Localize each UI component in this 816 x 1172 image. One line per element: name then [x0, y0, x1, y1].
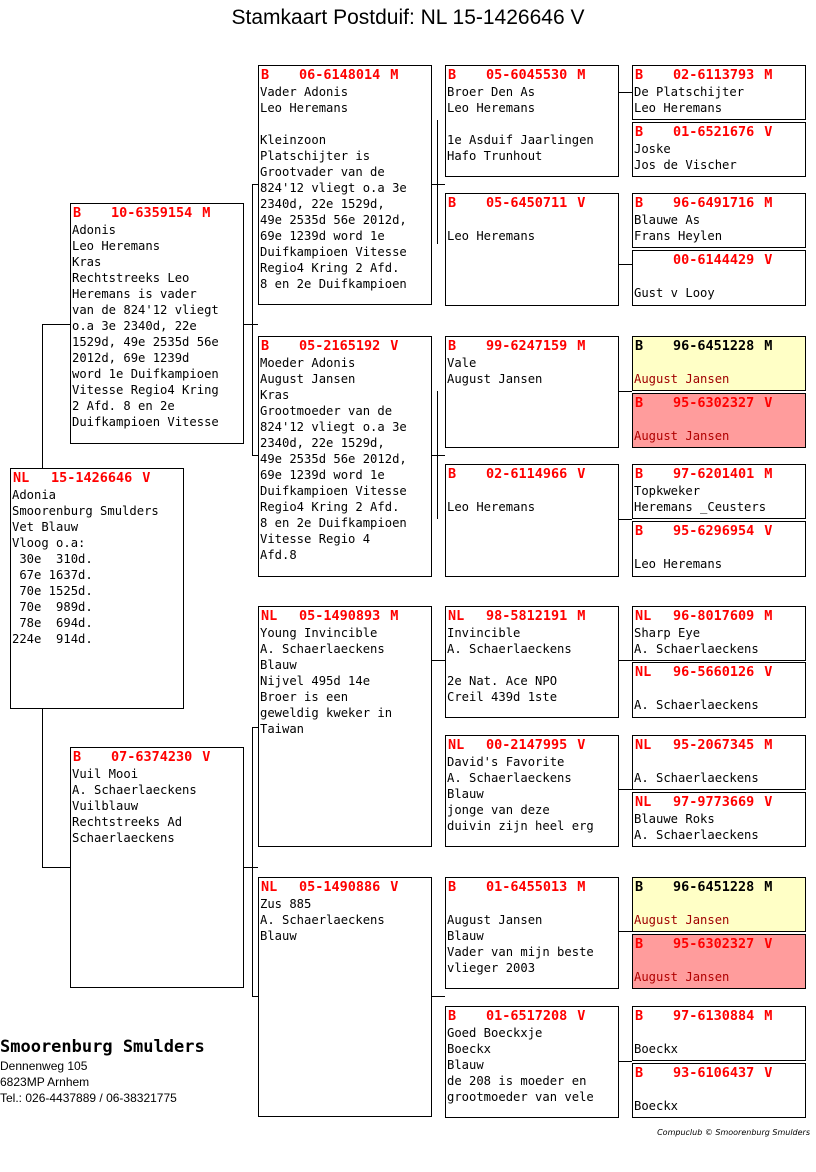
ring-number: 05-1490886: [299, 879, 381, 895]
pigeon-card-subject[interactable]: [10, 468, 184, 709]
pigeon-details: Boeckx: [634, 1099, 679, 1113]
sex: M: [764, 67, 773, 83]
connector-line: [437, 120, 438, 244]
pigeon-card-g3[interactable]: [632, 193, 806, 248]
sex: M: [764, 737, 773, 753]
sex: V: [390, 338, 399, 354]
sex: V: [764, 395, 773, 411]
pigeon-card-sdd[interactable]: [445, 464, 619, 577]
country-code: B: [448, 466, 457, 482]
sex: M: [764, 466, 773, 482]
pigeon-card-dam-dam[interactable]: [258, 877, 432, 1117]
ring-number: 02-6113793: [673, 67, 755, 83]
pigeon-details: Goed Boeckxje Boeckx Blauw de 208 is moeder en grootmoeder van vele: [447, 1026, 594, 1104]
ring-number: 97-6201401: [673, 466, 755, 482]
pigeon-details: August Jansen: [634, 372, 730, 386]
sex: V: [577, 466, 586, 482]
pigeon-card-g1[interactable]: [632, 65, 806, 120]
ring-number: 05-6450711: [486, 195, 568, 211]
sex: M: [764, 195, 773, 211]
pigeon-card-dds[interactable]: [445, 877, 619, 989]
country-code: B: [635, 395, 644, 411]
country-code: B: [448, 1008, 457, 1024]
country-code: B: [635, 124, 644, 140]
ring-number: 02-6114966: [486, 466, 568, 482]
pigeon-details: Vader Adonis Leo Heremans Kleinzoon Platschijter is Grootvader van de 824'12 vliegt o.a 3e 2340d, 22e 1529d, 49e 2535d 56e 2012d, 69e 1239d word 1e Duifkampioen Vitesse Regio4 Kring 2 Afd. 8 en 2e Duifkampioen: [260, 85, 407, 291]
pigeon-card-g7[interactable]: [632, 464, 806, 519]
ring-number: 00-6144429: [673, 252, 755, 268]
sex: M: [577, 67, 586, 83]
country-code: B: [635, 936, 644, 952]
ring-number: 99-6247159: [486, 338, 568, 354]
ring-number: 10-6359154: [111, 205, 193, 221]
connector-line: [618, 519, 632, 520]
country-code: B: [448, 338, 457, 354]
sex: M: [764, 338, 773, 354]
page-title: Stamkaart Postduif: NL 15-1426646 V: [231, 6, 585, 29]
sex: V: [764, 664, 773, 680]
connector-line: [618, 391, 632, 392]
pigeon-card-g11[interactable]: [632, 735, 806, 790]
ring-number: 95-6302327: [673, 936, 755, 952]
ring-number: 97-6130884: [673, 1008, 755, 1024]
connector-line: [437, 391, 438, 519]
pigeon-details: Topkweker Heremans _Ceusters: [634, 484, 767, 514]
pigeon-details: August Jansen Blauw Vader van mijn beste vlieger 2003: [447, 913, 594, 975]
pigeon-card-g12[interactable]: [632, 792, 806, 847]
pigeon-card-g15[interactable]: [632, 1006, 806, 1061]
country-code: NL: [448, 608, 465, 624]
country-code: B: [635, 195, 644, 211]
connector-line: [252, 727, 253, 997]
pigeon-card-dam[interactable]: [70, 747, 244, 988]
country-code: B: [635, 1008, 644, 1024]
ring-number: 96-8017609: [673, 608, 755, 624]
ring-number: 95-6302327: [673, 395, 755, 411]
connector-line: [432, 184, 445, 185]
country-code: B: [73, 749, 82, 765]
pigeon-details: Vuil Mooi A. Schaerlaeckens Vuilblauw Rechtstreeks Ad Schaerlaeckens: [72, 767, 197, 845]
pigeon-details: Joske Jos de Vischer: [634, 142, 737, 172]
sex: M: [764, 1008, 773, 1024]
sex: V: [577, 195, 586, 211]
sex: V: [577, 737, 586, 753]
pigeon-card-g10[interactable]: [632, 662, 806, 718]
country-code: NL: [635, 794, 652, 810]
ring-number: 01-6455013: [486, 879, 568, 895]
ring-number: 95-2067345: [673, 737, 755, 753]
country-code: B: [635, 523, 644, 539]
owner-info: [0, 1036, 205, 1106]
connector-line: [618, 660, 632, 661]
pigeon-details: Blauwe Roks A. Schaerlaeckens: [634, 812, 759, 842]
ring-number: 96-6491716: [673, 195, 755, 211]
ring-number: 96-6451228: [673, 879, 755, 895]
country-code: NL: [635, 608, 652, 624]
sex: V: [577, 1008, 586, 1024]
pigeon-details: Boeckx: [634, 1042, 679, 1056]
country-code: NL: [261, 879, 278, 895]
country-code: NL: [635, 737, 652, 753]
connector-line: [432, 660, 445, 661]
connector-line: [42, 709, 43, 867]
pigeon-card-sss[interactable]: [445, 65, 619, 177]
pigeon-details: Adonia Smoorenburg Smulders Vet Blauw Vloog o.a: 30e 310d. 67e 1637d. 70e 1525d. 70e 989d. 78e 694d. 224e 914d.: [12, 488, 159, 646]
pigeon-card-g14[interactable]: [632, 934, 806, 989]
connector-line: [618, 1061, 632, 1062]
connector-line: [42, 324, 43, 468]
ring-number: 96-6451228: [673, 338, 755, 354]
connector-line: [243, 867, 258, 868]
pigeon-details: Broer Den As Leo Heremans 1e Asduif Jaarlingen Hafo Trunhout: [447, 85, 594, 163]
pigeon-details: Adonis Leo Heremans Kras Rechtstreeks Leo Heremans is vader van de 824'12 vliegt o.a 3e 2340d, 22e 1529d, 49e 2535d 56e 2012d, 69e 1239d word 1e Duifkampioen Vitesse Regio4 Kring 2 Afd. 8 en 2e Duifkampioen Vitesse: [72, 223, 219, 429]
pigeon-details: Gust v Looy: [634, 286, 715, 300]
connector-line: [243, 324, 258, 325]
sex: M: [764, 879, 773, 895]
connector-line: [42, 867, 70, 868]
owner-name: Smoorenburg Smulders: [0, 1037, 205, 1057]
pigeon-details: Moeder Adonis August Jansen Kras Grootmoeder van de 824'12 vliegt o.a 3e 2340d, 22e 1529d, 49e 2535d 56e 2012d, 69e 1239d word 1e Duifkampioen Vitesse Regio4 Kring 2 Afd. 8 en 2e Duifkampioen Vitesse Regio 4 Afd.8: [260, 356, 407, 562]
pigeon-card-dss[interactable]: [445, 606, 619, 718]
connector-line: [618, 264, 632, 265]
ring-number: 01-6517208: [486, 1008, 568, 1024]
pigeon-card-dam-sire[interactable]: [258, 606, 432, 847]
pigeon-card-g6[interactable]: [632, 393, 806, 448]
pigeon-details: Leo Heremans: [634, 557, 723, 571]
country-code: NL: [13, 470, 30, 486]
sex: M: [202, 205, 211, 221]
pigeon-card-g16[interactable]: [632, 1063, 806, 1118]
pigeon-details: Invincible A. Schaerlaeckens 2e Nat. Ace NPO Creil 439d 1ste: [447, 626, 572, 704]
pigeon-details: A. Schaerlaeckens: [634, 771, 759, 785]
ring-number: 15-1426646: [51, 470, 133, 486]
sex: M: [577, 338, 586, 354]
sex: M: [390, 608, 399, 624]
country-code: B: [448, 195, 457, 211]
owner-city: 6823MP Arnhem: [0, 1075, 90, 1089]
pigeon-details: Young Invincible A. Schaerlaeckens Blauw Nijvel 495d 14e Broer is een geweldig kweker in Taiwan: [260, 626, 393, 736]
country-code: B: [448, 879, 457, 895]
ring-number: 97-9773669: [673, 794, 755, 810]
pigeon-card-sire-dam[interactable]: [258, 336, 432, 577]
connector-line: [432, 455, 445, 456]
country-code: B: [635, 1065, 644, 1081]
country-code: B: [261, 338, 270, 354]
ring-number: 05-6045530: [486, 67, 568, 83]
country-code: NL: [635, 664, 652, 680]
pigeon-details: Zus 885 A. Schaerlaeckens Blauw: [260, 897, 385, 943]
ring-number: 95-6296954: [673, 523, 755, 539]
sex: V: [764, 523, 773, 539]
sex: V: [764, 794, 773, 810]
country-code: B: [635, 338, 644, 354]
pigeon-details: August Jansen: [634, 913, 730, 927]
sex: M: [577, 879, 586, 895]
ring-number: 93-6106437: [673, 1065, 755, 1081]
footer-credit: Compuclub © Smoorenburg Smulders: [657, 1128, 810, 1137]
connector-line: [618, 931, 632, 932]
pigeon-details: Sharp Eye A. Schaerlaeckens: [634, 626, 759, 656]
country-code: B: [73, 205, 82, 221]
owner-address: Dennenweg 105: [0, 1059, 88, 1073]
sex: V: [202, 749, 211, 765]
pigeon-card-g5[interactable]: [632, 336, 806, 391]
sex: V: [764, 936, 773, 952]
pigeon-details: A. Schaerlaeckens: [634, 698, 759, 712]
sex: V: [764, 252, 773, 268]
pigeon-details: Blauwe As Frans Heylen: [634, 213, 723, 243]
country-code: NL: [448, 737, 465, 753]
pigeon-details: Vale August Jansen: [447, 356, 543, 386]
pigeon-card-dsd[interactable]: [445, 735, 619, 847]
pigeon-details: August Jansen: [634, 429, 730, 443]
connector-line: [432, 996, 445, 997]
ring-number: 05-1490893: [299, 608, 381, 624]
ring-number: 00-2147995: [486, 737, 568, 753]
pigeon-card-ddd[interactable]: [445, 1006, 619, 1118]
country-code: B: [635, 879, 644, 895]
owner-phone: Tel.: 026-4437889 / 06-38321775: [0, 1091, 177, 1105]
connector-line: [252, 184, 253, 456]
country-code: [635, 251, 673, 269]
ring-number: 96-5660126: [673, 664, 755, 680]
pigeon-card-g2[interactable]: [632, 122, 806, 177]
sex: V: [142, 470, 151, 486]
ring-number: 01-6521676: [673, 124, 755, 140]
ring-number: 05-2165192: [299, 338, 381, 354]
pigeon-card-g4[interactable]: [632, 250, 806, 306]
pigeon-card-sire[interactable]: [70, 203, 244, 444]
pigeon-card-ssd[interactable]: [445, 193, 619, 306]
ring-number: 98-5812191: [486, 608, 568, 624]
pigeon-details: De Platschijter Leo Heremans: [634, 85, 745, 115]
ring-number: 06-6148014: [299, 67, 381, 83]
sex: M: [577, 608, 586, 624]
connector-line: [618, 92, 632, 93]
country-code: B: [635, 67, 644, 83]
sex: V: [390, 879, 399, 895]
pigeon-details: Leo Heremans: [447, 500, 536, 514]
pigeon-card-g13[interactable]: [632, 877, 806, 932]
connector-line: [42, 324, 70, 325]
pigeon-details: David's Favorite A. Schaerlaeckens Blauw jonge van deze duivin zijn heel erg: [447, 755, 594, 833]
sex: M: [390, 67, 399, 83]
country-code: B: [261, 67, 270, 83]
sex: V: [764, 1065, 773, 1081]
pigeon-card-sire-sire[interactable]: [258, 65, 432, 305]
country-code: B: [635, 466, 644, 482]
pigeon-details: Leo Heremans: [447, 229, 536, 243]
pigeon-card-g9[interactable]: [632, 606, 806, 661]
pigeon-card-sds[interactable]: [445, 336, 619, 448]
connector-line: [618, 789, 632, 790]
pigeon-details: August Jansen: [634, 970, 730, 984]
sex: V: [764, 124, 773, 140]
country-code: NL: [261, 608, 278, 624]
pigeon-card-g8[interactable]: [632, 521, 806, 577]
ring-number: 07-6374230: [111, 749, 193, 765]
sex: M: [764, 608, 773, 624]
country-code: B: [448, 67, 457, 83]
